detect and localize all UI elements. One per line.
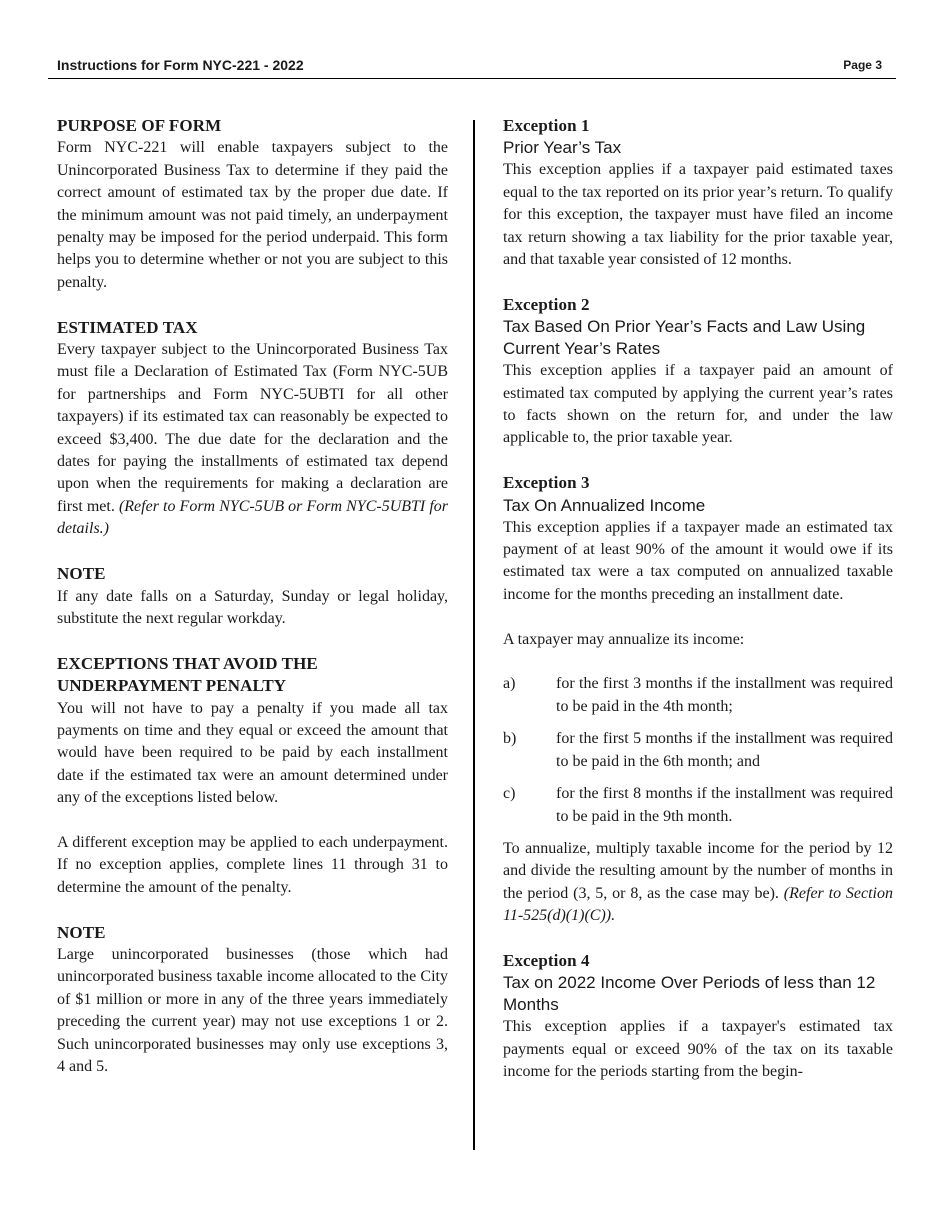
left-column (57, 115, 448, 1101)
section-body: You will not have to pay a penalty if you made all tax payments on time and they equal or exceed the amount that would have been required to be paid by each installment date if the estimated tax were an amount determined under any of the exceptions listed below. (57, 699, 448, 807)
reference-text: (Refer to Form NYC-5UB or Form NYC-5UBTI for details.) (57, 497, 449, 538)
section-note-date (57, 563, 448, 630)
section-body: A different exception may be applied to each underpayment. If no exception applies, complete lines 11 through 31 to determine the amount of the penalty. (57, 833, 448, 896)
list-text: for the first 8 months if the installment was required to be paid in the 9th month. (556, 785, 893, 825)
section-heading: ESTIMATED TAX (57, 317, 198, 337)
page-number: Page 3 (843, 58, 882, 72)
annualize-intro: A taxpayer may annualize its income: (503, 630, 745, 648)
section-body: If any date falls on a Saturday, Sunday or legal holiday, substitute the next regular workday. (57, 587, 448, 627)
list-marker: a) (503, 675, 516, 693)
exception-heading: Exception 2 (503, 294, 590, 314)
body-text: To annualize, multiply taxable income for the period by 12 and divide the resulting amount by the number of months in the period (3, 5, or 8, as the case may be). (503, 839, 893, 902)
right-column (503, 115, 893, 1106)
document-title: Instructions for Form NYC-221 - 2022 (57, 57, 304, 73)
annualize-instructions (503, 838, 893, 928)
page-header (48, 57, 896, 79)
section-exceptions (57, 653, 448, 899)
exception-body: This exception applies if a taxpayer's estimated tax payments equal or exceed 90% of the tax on its taxable income for the periods starting from the begin- (503, 1018, 893, 1081)
list-marker: c) (503, 785, 516, 803)
section-exception-4 (503, 950, 893, 1084)
exception-body: This exception applies if a taxpayer paid estimated taxes equal to the tax reported on its prior year’s return. To qualify for this exception, the taxpayer must have filed an income tax return showing a tax liability for the prior taxable year, and that taxable year consisted of 12 months. (503, 161, 893, 269)
list-item (503, 673, 893, 718)
section-body: Large unincorporated businesses (those which had unincorporated business taxable income allocated to the City of $1 million or more in any of the three years immediately preceding the current year) may not use exceptions 1 or 2. Such unincorporated businesses may only use exceptions 3, 4 and 5. (57, 945, 448, 1075)
section-exception-2 (503, 294, 893, 450)
body-text: Every taxpayer subject to the Unincorporated Business Tax must file a Declaration of Estimated Tax (Form NYC-5UB for partnerships and Form NYC-5UBTI for all other taxpayers) if its estimated tax can reasonably be expected to exceed $3,400. The due date for the declaration and the dates for paying the installments of estimated tax depend upon when the requirements for making a declaration are first met. (57, 341, 448, 515)
annualize-list (503, 673, 893, 827)
section-heading: NOTE (57, 922, 106, 942)
section-note-large-business (57, 922, 448, 1079)
section-body (57, 339, 448, 541)
exception-body: This exception applies if a taxpayer paid an amount of estimated tax computed by applying the current year’s rates to facts shown on the return for, and under the law applicable to, the prior taxable year. (503, 362, 893, 447)
section-estimated-tax (57, 317, 448, 541)
exception-heading: Exception 4 (503, 950, 590, 970)
exception-heading: Exception 3 (503, 473, 590, 493)
list-item (503, 728, 893, 773)
section-heading: NOTE (57, 564, 106, 584)
section-heading: EXCEPTIONS THAT AVOID THE UNDERPAYMENT PENALTY (57, 653, 318, 696)
list-text: for the first 3 months if the installment was required to be paid in the 4th month; (556, 675, 893, 715)
reference-text: (Refer to Section 11-525(d)(1)(C)). (503, 884, 894, 925)
exception-subheading: Prior Year’s Tax (503, 138, 622, 158)
section-body: Form NYC-221 will enable taxpayers subject to the Unincorporated Business Tax to determine if they paid the correct amount of estimated tax by the proper due date. If the minimum amount was not paid timely, an underpayment penalty may be imposed for the period underpaid. This form helps you to determine whether or not you are subject to this penalty. (57, 139, 448, 291)
exception-subheading: Tax On Annualized Income (503, 495, 706, 515)
list-item (503, 783, 893, 828)
list-text: for the first 5 months if the installment was required to be paid in the 6th month; and (556, 730, 893, 770)
column-divider (473, 120, 475, 1150)
section-exception-3 (503, 472, 893, 927)
section-heading: PURPOSE OF FORM (57, 116, 222, 135)
section-purpose (57, 115, 448, 294)
exception-heading: Exception 1 (503, 116, 590, 135)
section-exception-1 (503, 115, 893, 271)
list-marker: b) (503, 730, 517, 748)
exception-subheading: Tax on 2022 Income Over Periods of less than 12 Months (503, 973, 876, 1015)
exception-subheading: Tax Based On Prior Year’s Facts and Law Using Current Year’s Rates (503, 317, 866, 359)
exception-body: This exception applies if a taxpayer made an estimated tax payment of at least 90% of the amount it would owe if its estimated tax were a tax computed on annualized taxable income for the months preceding an installment date. (503, 518, 893, 603)
